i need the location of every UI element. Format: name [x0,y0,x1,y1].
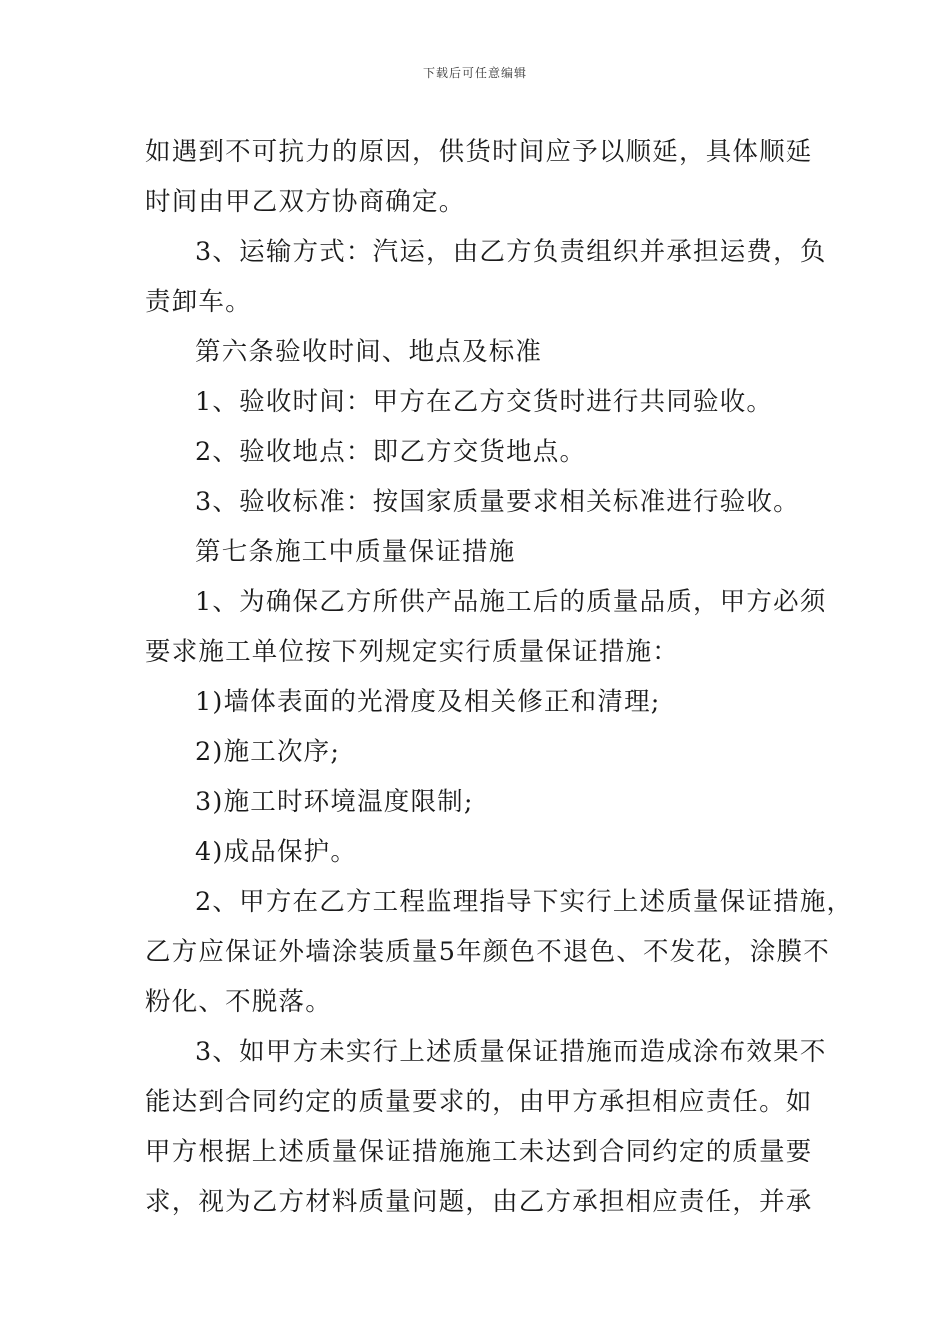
section-heading: 第六条验收时间、地点及标准 [195,337,543,367]
paragraph-line: 粉化、不脱落。 [145,987,332,1017]
paragraph-line: 甲方根据上述质量保证措施施工未达到合同约定的质量要 [145,1137,813,1167]
list-item: 1)墙体表面的光滑度及相关修正和清理; [195,687,661,717]
paragraph-line: 2、验收地点：即乙方交货地点。 [195,437,587,467]
paragraph-line: 如遇到不可抗力的原因，供货时间应予以顺延，具体顺延 [145,137,813,167]
paragraph-line: 3、验收标准：按国家质量要求相关标准进行验收。 [195,487,800,517]
paragraph-line: 3、运输方式：汽运，由乙方负责组织并承担运费，负 [195,237,827,267]
paragraph-line: 责卸车。 [145,287,252,317]
paragraph-line: 1、为确保乙方所供产品施工后的质量品质，甲方必须 [195,587,827,617]
paragraph-line: 时间由甲乙双方协商确定。 [145,187,466,217]
paragraph-line: 2、甲方在乙方工程监理指导下实行上述质量保证措施， [195,887,854,917]
list-item: 2)施工次序; [195,737,341,767]
list-item: 3)施工时环境温度限制; [195,787,474,817]
document-body [145,127,854,1227]
page-header: 下载后可任意编辑 [422,66,527,80]
list-item: 4)成品保护。 [195,837,358,867]
paragraph-line: 乙方应保证外墙涂装质量5年颜色不退色、不发花，涂膜不 [145,937,830,967]
paragraph-line: 3、如甲方未实行上述质量保证措施而造成涂布效果不 [195,1037,827,1067]
paragraph-line: 能达到合同约定的质量要求的，由甲方承担相应责任。如 [145,1087,813,1117]
paragraph-line: 要求施工单位按下列规定实行质量保证措施： [145,637,680,667]
paragraph-line: 1、验收时间：甲方在乙方交货时进行共同验收。 [195,387,774,417]
paragraph-line: 求，视为乙方材料质量问题，由乙方承担相应责任，并承 [145,1187,813,1217]
section-heading: 第七条施工中质量保证措施 [195,537,516,567]
